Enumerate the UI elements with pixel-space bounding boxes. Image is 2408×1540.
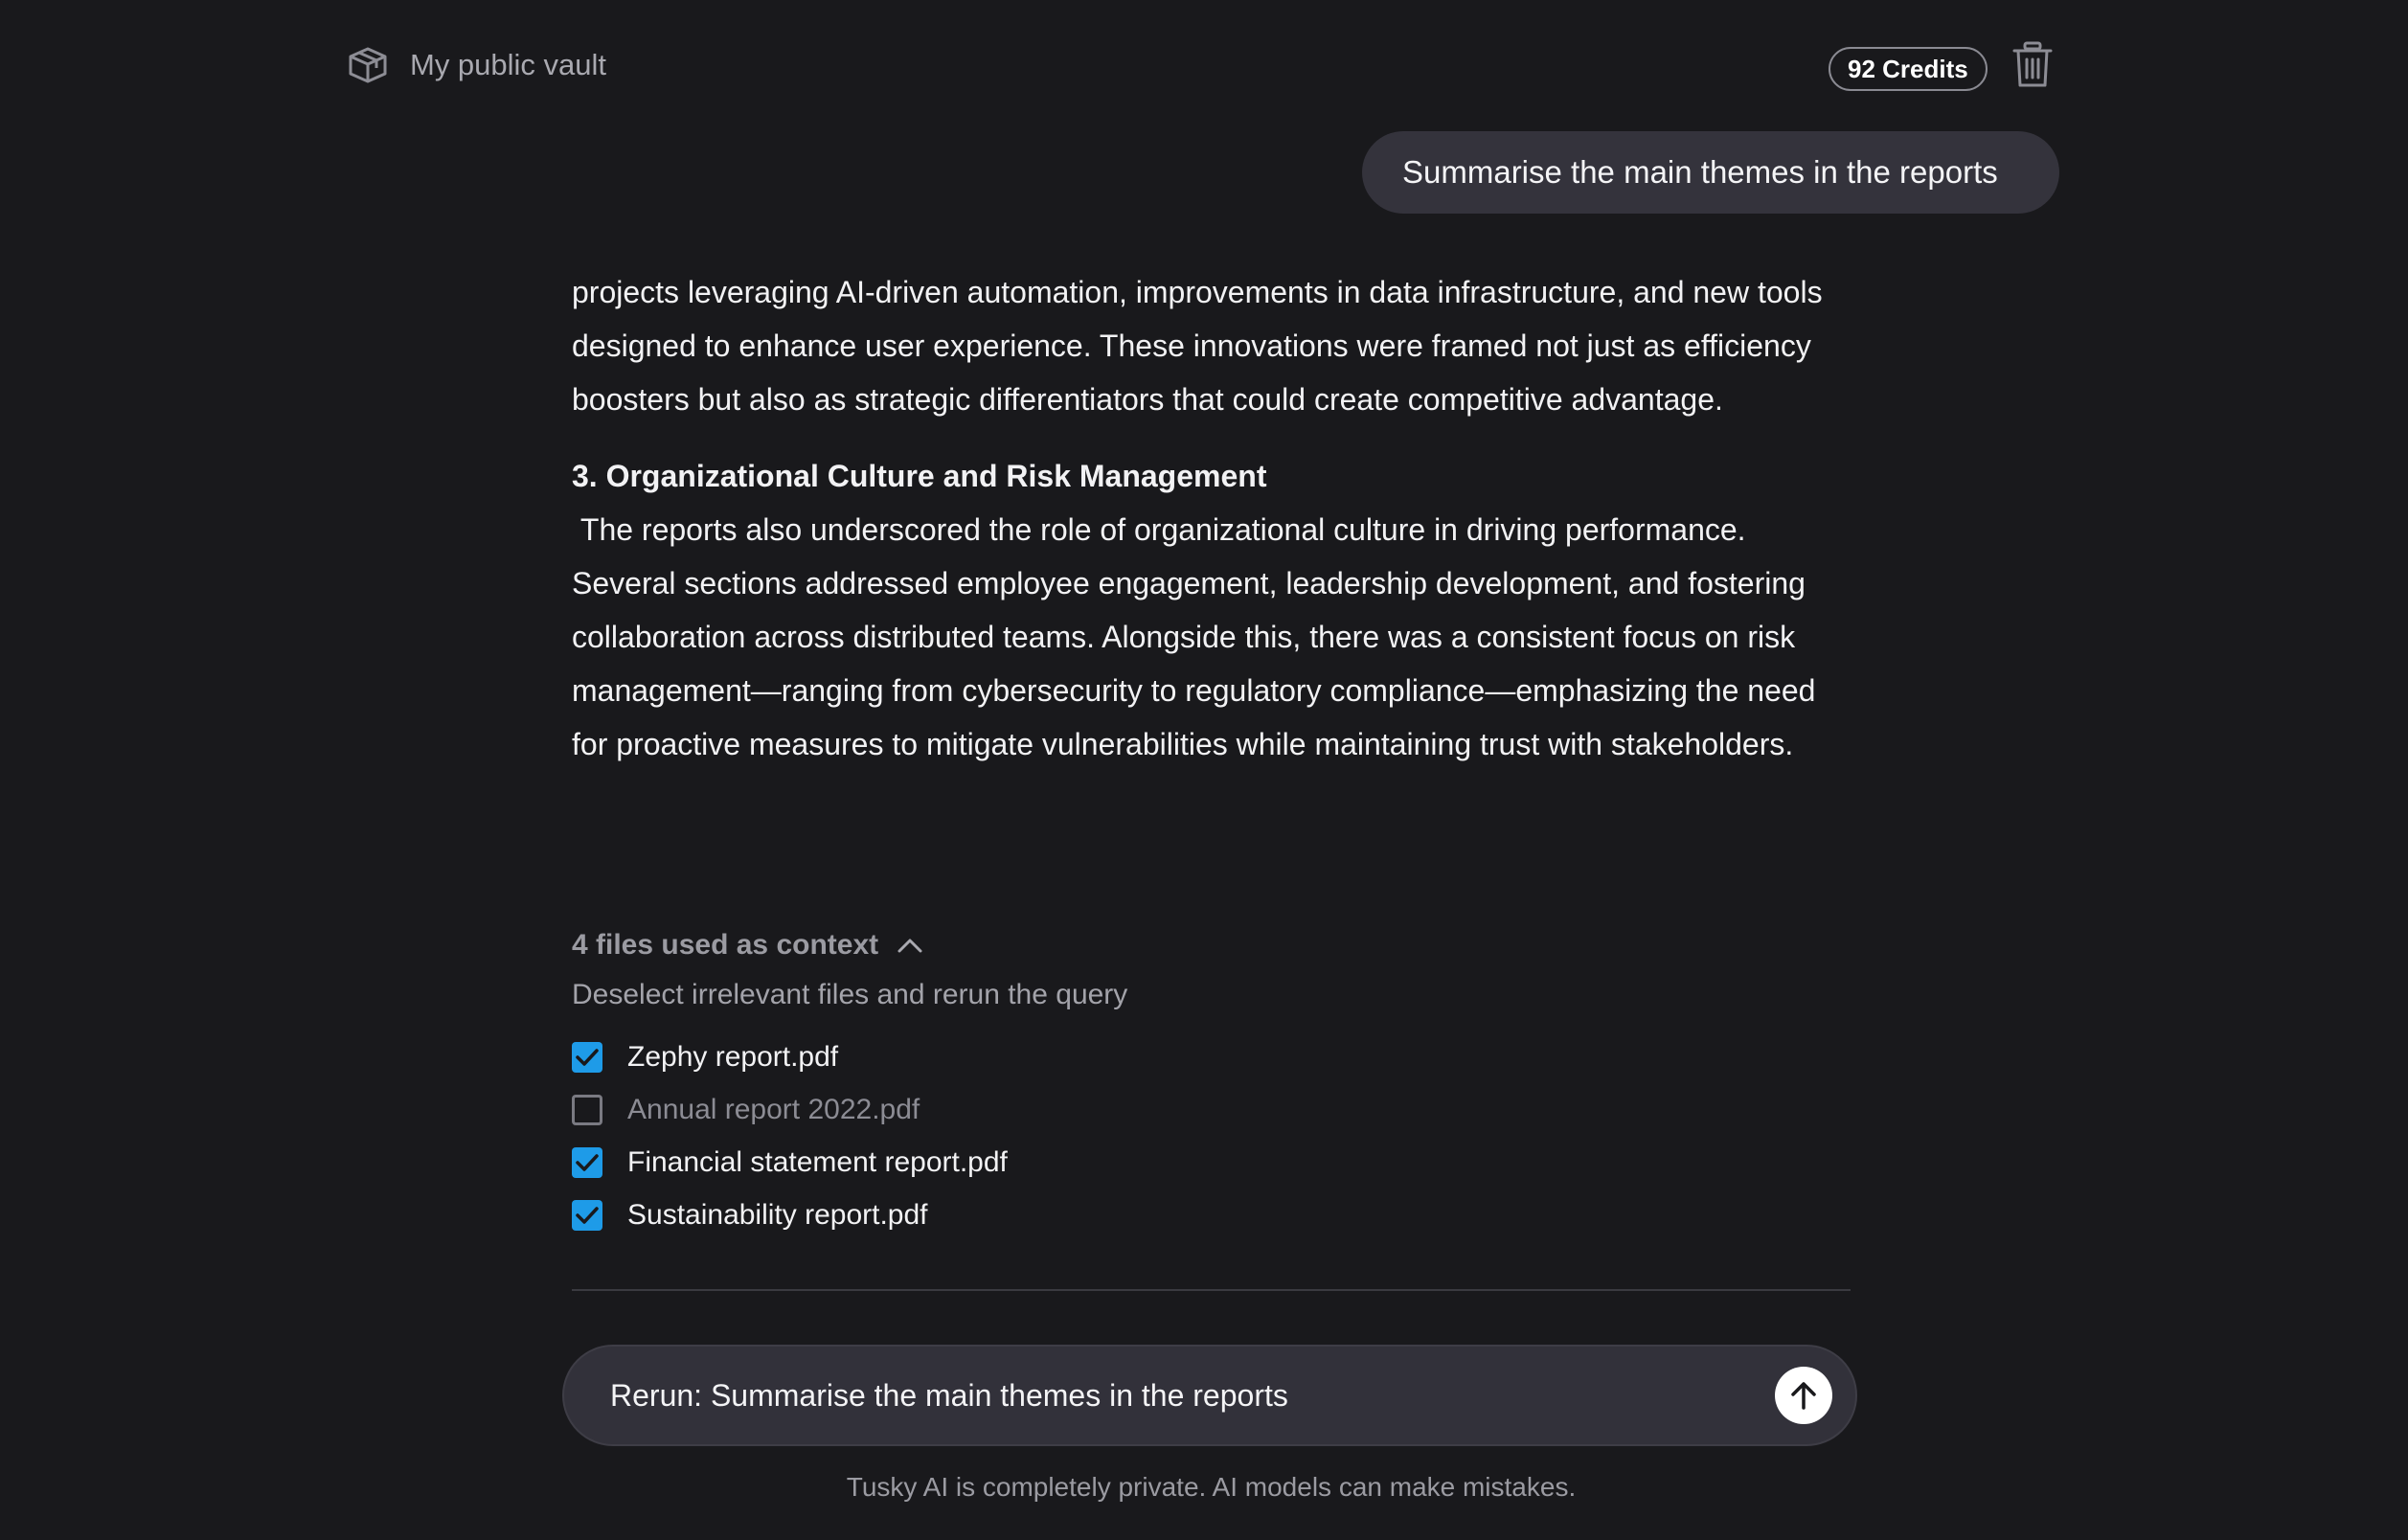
context-toggle[interactable] (572, 921, 1855, 969)
arrow-up-icon (1786, 1378, 1821, 1413)
vault-name: My public vault (410, 48, 607, 81)
chevron-up-icon (896, 935, 924, 956)
file-name: Sustainability report.pdf (627, 1198, 928, 1231)
checkbox-checked[interactable] (572, 1042, 602, 1073)
trash-icon[interactable] (2011, 41, 2054, 89)
file-item[interactable] (572, 1083, 1855, 1136)
assistant-answer (572, 265, 1855, 771)
cube-icon (347, 46, 389, 84)
answer-paragraph: projects leveraging AI-driven automation, improvements in data infrastructure, and new tools designed to enhance user experience. These innovations were framed not just as efficiency boosters but also as strategic differentiators that could create competitive advantage. (572, 275, 1823, 417)
top-bar (0, 0, 2408, 134)
file-item[interactable] (572, 1030, 1855, 1083)
file-name: Financial statement report.pdf (627, 1145, 1008, 1178)
file-name: Annual report 2022.pdf (627, 1093, 920, 1125)
vault-selector[interactable] (347, 46, 606, 84)
checkbox-unchecked[interactable] (572, 1095, 602, 1125)
checkmark-icon (575, 1205, 600, 1226)
checkmark-icon (575, 1047, 600, 1068)
send-button[interactable] (1775, 1367, 1832, 1424)
divider (572, 1289, 1851, 1291)
disclaimer: Tusky AI is completely private. AI models can make mistakes. (846, 1472, 1577, 1502)
context-title: 4 files used as context (572, 929, 879, 961)
message-input[interactable] (610, 1347, 1740, 1444)
context-files-panel (572, 921, 1855, 1241)
file-item[interactable] (572, 1189, 1855, 1241)
credits-badge[interactable]: 92 Credits (1829, 47, 1988, 91)
file-name: Zephy report.pdf (627, 1040, 839, 1073)
checkbox-checked[interactable] (572, 1147, 602, 1178)
section-heading: 3. Organizational Culture and Risk Management (572, 459, 1267, 493)
answer-paragraph: The reports also underscored the role of organizational culture in driving performance. Several sections addressed employee engagement, leadership development, and fostering collaboration across distributed teams. Alongside this, there was a consistent focus on risk management—ranging from cybersecurity to regulatory compliance—emphasizing the need for proactive measures to mitigate vulnerabilities while maintaining trust with stakeholders. (572, 512, 1825, 761)
file-list (572, 1030, 1855, 1241)
file-item[interactable] (572, 1136, 1855, 1189)
checkmark-icon (575, 1152, 600, 1173)
context-subtitle: Deselect irrelevant files and rerun the query (572, 979, 1128, 1010)
user-message-bubble: Summarise the main themes in the reports (1362, 131, 2059, 214)
composer (562, 1345, 1857, 1446)
checkbox-checked[interactable] (572, 1200, 602, 1231)
